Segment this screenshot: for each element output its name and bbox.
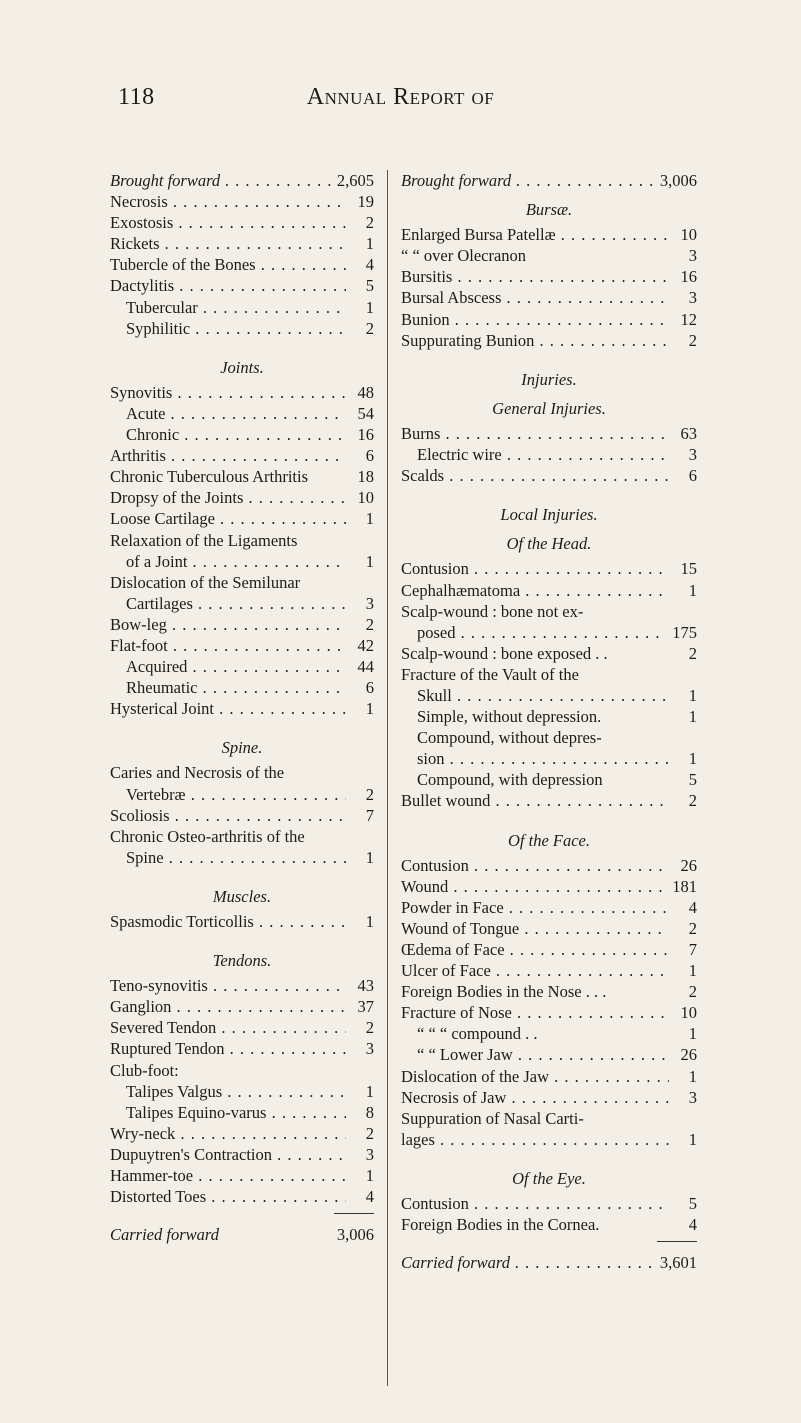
item-value: 1 [688, 1024, 697, 1044]
item-label: Talipes Valgus . . . [110, 1081, 346, 1102]
entry-compound-1: Compound, without depres- sion . . . 1 [401, 727, 697, 769]
item-label: Necrosis . . . [110, 191, 346, 212]
item-label: Bursal Abscess . . . [401, 287, 669, 308]
item-value: 2 [688, 918, 697, 938]
list-item [110, 424, 374, 445]
item-label: Dupuytren's Contraction . . . [110, 1144, 346, 1165]
item-label: Bunion . . . [401, 309, 669, 330]
list-item [401, 423, 697, 444]
list-item [401, 1002, 697, 1023]
list-item [110, 508, 374, 529]
item-value: 37 [357, 997, 374, 1017]
item-label: “ “ over Olecranon [401, 246, 527, 266]
list-item [110, 466, 374, 487]
list-item [401, 1087, 697, 1108]
list-item [110, 254, 374, 275]
list-item [401, 465, 697, 486]
section-heading-injuries: Injuries. [521, 369, 577, 389]
item-value: 19 [357, 192, 374, 212]
list-item [401, 981, 697, 1002]
item-label: Wound . . . [401, 876, 666, 897]
item-label: Electric wire . . . [401, 444, 669, 465]
item-value: 2 [365, 1018, 374, 1038]
item-value: 44 [357, 657, 374, 677]
entry-osteo: Chronic Osteo-arthritis of the Spine . . . 1 [110, 826, 374, 868]
brought-forward-row: Brought forward . . . 2,605 [110, 170, 374, 191]
item-label: Arthritis . . . [110, 445, 346, 466]
item-label: Contusion . . . [401, 855, 669, 876]
list-item [401, 266, 697, 287]
item-value: 1 [688, 580, 697, 600]
list-item [401, 1044, 697, 1065]
item-value: 4 [688, 897, 697, 917]
entry-relaxation: Relaxation of the Ligaments of a Joint . . . 1 [110, 530, 374, 572]
item-label: Syphilitic . . . [110, 318, 346, 339]
item-value: 8 [365, 1102, 374, 1122]
item-value: 3 [688, 1087, 697, 1107]
item-label: Severed Tendon . . . [110, 1017, 346, 1038]
section-heading-tendons: Tendons. [212, 951, 272, 971]
list-item [110, 403, 374, 424]
list-item [401, 1193, 697, 1214]
tendons-list-2 [110, 1081, 374, 1208]
eye-list [401, 1193, 697, 1235]
list-item [110, 656, 374, 677]
left-column [110, 170, 374, 1245]
item-label: Wry-neck . . . [110, 1123, 346, 1144]
item-label: Bursitis . . . [401, 266, 669, 287]
carried-forward-row: Carried forward . . . 3,601 [401, 1252, 697, 1273]
list-item [110, 996, 374, 1017]
general-injuries-list [401, 423, 697, 486]
subheading-of-the-eye: Of the Eye. [512, 1168, 586, 1188]
total-rule [334, 1213, 374, 1214]
item-value: 1 [688, 961, 697, 981]
list-item [401, 1214, 697, 1235]
item-value: 15 [680, 559, 697, 579]
item-label: Flat-foot . . . [110, 635, 346, 656]
item-label: Bow-leg . . . [110, 614, 346, 635]
item-value: 1 [688, 1066, 697, 1086]
bursae-list [401, 224, 697, 351]
brought-forward-row: Brought forward . . . 3,006 [401, 170, 697, 191]
item-label: Necrosis of Jaw . . . [401, 1087, 669, 1108]
item-value: 5 [365, 276, 374, 296]
item-label: Hammer-toe . . . [110, 1165, 346, 1186]
item-label: Wound of Tongue . . . [401, 918, 669, 939]
list-item [110, 975, 374, 996]
item-value: 3 [688, 288, 697, 308]
item-value: 63 [680, 423, 697, 443]
list-item [110, 1186, 374, 1207]
item-label: Contusion . . . [401, 1193, 669, 1214]
list-item [110, 614, 374, 635]
item-value: 1 [365, 699, 374, 719]
list-item [110, 445, 374, 466]
item-value: 18 [357, 467, 374, 487]
item-value: 1 [365, 297, 374, 317]
item-label: “ “ Lower Jaw . . . [401, 1044, 669, 1065]
item-value: 16 [357, 425, 374, 445]
list-item [401, 960, 697, 981]
subheading-of-the-head: Of the Head. [506, 534, 592, 554]
subheading-general-injuries: General Injuries. [492, 398, 606, 418]
tendons-list [110, 975, 374, 1059]
section-heading-spine: Spine. [221, 738, 263, 758]
entry-dislocation: Dislocation of the Semilunar Cartilages . . . 3 [110, 572, 374, 614]
list-item [401, 918, 697, 939]
list-item [110, 233, 374, 254]
item-label: Scalds . . . [401, 465, 669, 486]
list-item [110, 635, 374, 656]
right-column [401, 170, 697, 1273]
list-item [401, 330, 697, 351]
entry-bullet: Bullet wound . . . 2 [401, 790, 697, 811]
list-item [110, 1123, 374, 1144]
list-item [401, 224, 697, 245]
bones-list [110, 191, 374, 339]
item-label: Acquired . . . [110, 656, 346, 677]
item-label: Foreign Bodies in the Nose . . . [401, 982, 607, 1002]
item-label: Chronic Tuberculous Arthritis [110, 467, 309, 487]
entry-torticollis: Spasmodic Torticollis . . . 1 [110, 911, 374, 932]
list-item [110, 382, 374, 403]
item-value: 2 [688, 330, 697, 350]
list-item [401, 939, 697, 960]
item-label: Œdema of Face . . . [401, 939, 669, 960]
entry-scalp-wound-1: Scalp-wound : bone not ex- posed . . . 175 [401, 601, 697, 643]
list-item [110, 677, 374, 698]
list-item [401, 287, 697, 308]
item-label: Ulcer of Face . . . [401, 960, 669, 981]
list-item [401, 245, 697, 266]
item-label: Talipes Equino-varus . . . [110, 1102, 346, 1123]
item-label: Distorted Toes . . . [110, 1186, 346, 1207]
item-value: 1 [365, 1081, 374, 1101]
item-value: 3 [688, 246, 697, 266]
item-value: 4 [365, 255, 374, 275]
joints-list [110, 382, 374, 530]
item-label: Ruptured Tendon . . . [110, 1038, 346, 1059]
item-value: 6 [365, 678, 374, 698]
list-item [110, 1144, 374, 1165]
item-value: 10 [680, 225, 697, 245]
entry-fracture-vault: Fracture of the Vault of the Skull . . . 1 [401, 664, 697, 706]
list-item [401, 558, 697, 579]
item-value: 3 [365, 1039, 374, 1059]
list-item [110, 1165, 374, 1186]
item-label: Dactylitis . . . [110, 275, 346, 296]
item-value: 26 [680, 1045, 697, 1065]
item-label: Contusion . . . [401, 558, 669, 579]
item-label: Powder in Face . . . [401, 897, 669, 918]
item-value: 2 [365, 1123, 374, 1143]
list-item [110, 275, 374, 296]
item-label: Hysterical Joint . . . [110, 698, 346, 719]
item-value: 2 [688, 982, 697, 1002]
clubfoot-label: Club-foot: [110, 1060, 179, 1080]
item-label: Tubercle of the Bones . . . [110, 254, 346, 275]
list-item [401, 580, 697, 601]
section-heading-muscles: Muscles. [212, 886, 272, 906]
item-value: 181 [672, 876, 697, 896]
list-item [401, 897, 697, 918]
item-value: 2 [365, 614, 374, 634]
total-rule [657, 1241, 697, 1242]
item-label: Rheumatic . . . [110, 677, 346, 698]
item-label: Synovitis . . . [110, 382, 346, 403]
column-divider [387, 170, 388, 1386]
item-label: Ganglion . . . [110, 996, 346, 1017]
joints-list-2 [110, 614, 374, 719]
item-value: 42 [357, 635, 374, 655]
list-item [110, 1081, 374, 1102]
item-value: 10 [357, 488, 374, 508]
carried-forward-row: Carried forward 3,006 [110, 1225, 374, 1245]
entry-compound-2: Compound, with depression 5 [417, 770, 697, 790]
item-label: Enlarged Bursa Patellæ . . . [401, 224, 669, 245]
list-item [110, 1038, 374, 1059]
item-label: Cephalhæmatoma . . . [401, 580, 669, 601]
entry-caries: Caries and Necrosis of the Vertebræ . . . 2 [110, 762, 374, 804]
page-header [0, 84, 801, 111]
item-value: 1 [365, 1166, 374, 1186]
section-heading-joints: Joints. [220, 357, 264, 377]
item-label: Fracture of Nose . . . [401, 1002, 669, 1023]
item-value: 43 [357, 976, 374, 996]
item-value: 10 [680, 1003, 697, 1023]
item-value: 6 [365, 446, 374, 466]
item-value: 5 [688, 1194, 697, 1214]
item-label: “ “ “ compound . . [417, 1024, 538, 1044]
item-value: 26 [680, 855, 697, 875]
item-value: 6 [688, 466, 697, 486]
list-item [110, 191, 374, 212]
item-label: Suppurating Bunion . . . [401, 330, 669, 351]
item-label: Rickets . . . [110, 233, 346, 254]
entry-scalp-wound-2: Scalp-wound : bone exposed . . 2 [401, 643, 697, 663]
list-item [110, 698, 374, 719]
list-item [110, 1017, 374, 1038]
item-value: 2 [365, 213, 374, 233]
entry-scoliosis: Scoliosis . . . 7 [110, 805, 374, 826]
section-heading-bursae: Bursæ. [525, 200, 573, 220]
list-item [110, 212, 374, 233]
subheading-of-the-face: Of the Face. [507, 830, 590, 850]
item-label: Exostosis . . . [110, 212, 346, 233]
item-label: Teno-synovitis . . . [110, 975, 346, 996]
item-value: 3 [688, 445, 697, 465]
item-value: 1 [365, 234, 374, 254]
item-label: Burns . . . [401, 423, 669, 444]
list-item [110, 487, 374, 508]
subheading-local-injuries: Local Injuries. [500, 505, 598, 525]
item-value: 3 [365, 1144, 374, 1164]
item-label: Acute . . . [110, 403, 346, 424]
item-label: Chronic . . . [110, 424, 346, 445]
item-value: 1 [365, 509, 374, 529]
entry-suppuration: Suppuration of Nasal Carti- lages . . . 1 [401, 1108, 697, 1150]
item-label: Tubercular . . . [110, 297, 346, 318]
item-value: 12 [680, 309, 697, 329]
item-value: 4 [688, 1215, 697, 1235]
entry-simple: Simple, without depression. 1 [417, 707, 697, 727]
item-label: Foreign Bodies in the Cornea. [401, 1215, 600, 1235]
list-item [401, 309, 697, 330]
list-item [401, 1023, 697, 1044]
item-value: 2 [365, 318, 374, 338]
item-value: 7 [688, 940, 697, 959]
head-list [401, 558, 697, 600]
page-title: Annual Report of [306, 84, 495, 110]
list-item [401, 876, 697, 897]
list-item [110, 318, 374, 339]
list-item [401, 855, 697, 876]
item-value: 48 [357, 382, 374, 402]
list-item [110, 1102, 374, 1123]
item-label: Dropsy of the Joints . . . [110, 487, 346, 508]
item-value: 4 [365, 1187, 374, 1207]
item-value: 54 [357, 403, 374, 423]
item-label: Dislocation of the Jaw . . . [401, 1066, 669, 1087]
item-value: 16 [680, 267, 697, 287]
list-item [110, 297, 374, 318]
item-label: Loose Cartilage . . . [110, 508, 346, 529]
list-item [401, 1066, 697, 1087]
page-number: 118 [118, 84, 155, 110]
list-item [401, 444, 697, 465]
face-list [401, 855, 697, 1108]
